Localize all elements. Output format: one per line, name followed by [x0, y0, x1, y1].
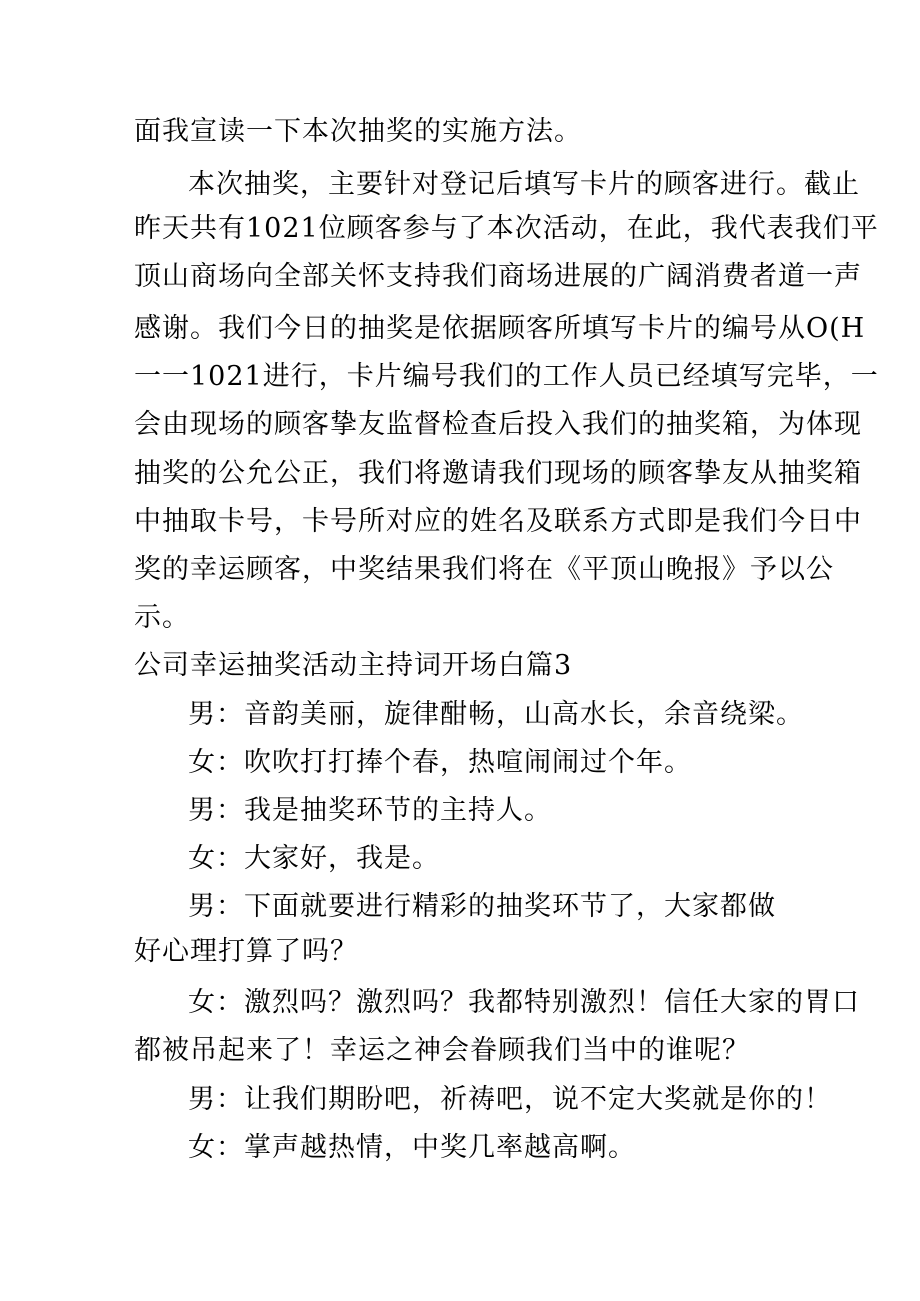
dialogue-line: 好心理打算了吗？: [134, 936, 358, 967]
dialogue-line: 男：让我们期盼吧，祈祷吧，说不定大奖就是你的！: [188, 1084, 832, 1115]
dialogue-line: 女：吹吹打打捧个春，热喧闹闹过个年。: [188, 747, 692, 778]
text-line: 本次抽奖，主要针对登记后填写卡片的顾客进行。截止: [188, 169, 860, 200]
text-line: 抽奖的公允公正，我们将邀请我们现场的顾客挚友从抽奖箱: [134, 458, 862, 489]
text-line: 昨天共有1021位顾客参与了本次活动，在此，我代表我们平: [134, 213, 879, 244]
dialogue-line: 男：下面就要进行精彩的抽奖环节了，大家都做: [188, 891, 776, 922]
text-line: 感谢。我们今日的抽奖是依据顾客所填写卡片的编号从O(H: [134, 313, 866, 344]
text-line: 奖的幸运顾客，中奖结果我们将在《平顶山晚报》予以公: [134, 554, 834, 585]
dialogue-line: 男：我是抽奖环节的主持人。: [188, 795, 552, 826]
dialogue-line: 都被吊起来了！幸运之神会眷顾我们当中的谁呢？: [134, 1035, 750, 1066]
text-line: 示。: [134, 602, 190, 633]
section-heading: 公司幸运抽奖活动主持词开场白篇3: [134, 650, 573, 681]
text-line: 面我宣读一下本次抽奖的实施方法。: [134, 116, 582, 147]
dialogue-line: 女：激烈吗？激烈吗？我都特别激烈！信任大家的胃口: [188, 987, 860, 1018]
text-line: 中抽取卡号，卡号所对应的姓名及联系方式即是我们今日中: [134, 506, 862, 537]
dialogue-line: 女：大家好，我是。: [188, 843, 440, 874]
dialogue-line: 男：音韵美丽，旋律酣畅，山高水长，余音绕梁。: [188, 699, 804, 730]
text-line: 一一1021进行，卡片编号我们的工作人员已经填写完毕，一: [134, 361, 879, 392]
text-line: 会由现场的顾客挚友监督检查后投入我们的抽奖箱，为体现: [134, 409, 862, 440]
text-line: 顶山商场向全部关怀支持我们商场进展的广阔消费者道一声: [134, 261, 862, 292]
dialogue-line: 女：掌声越热情，中奖几率越高啊。: [188, 1132, 636, 1163]
